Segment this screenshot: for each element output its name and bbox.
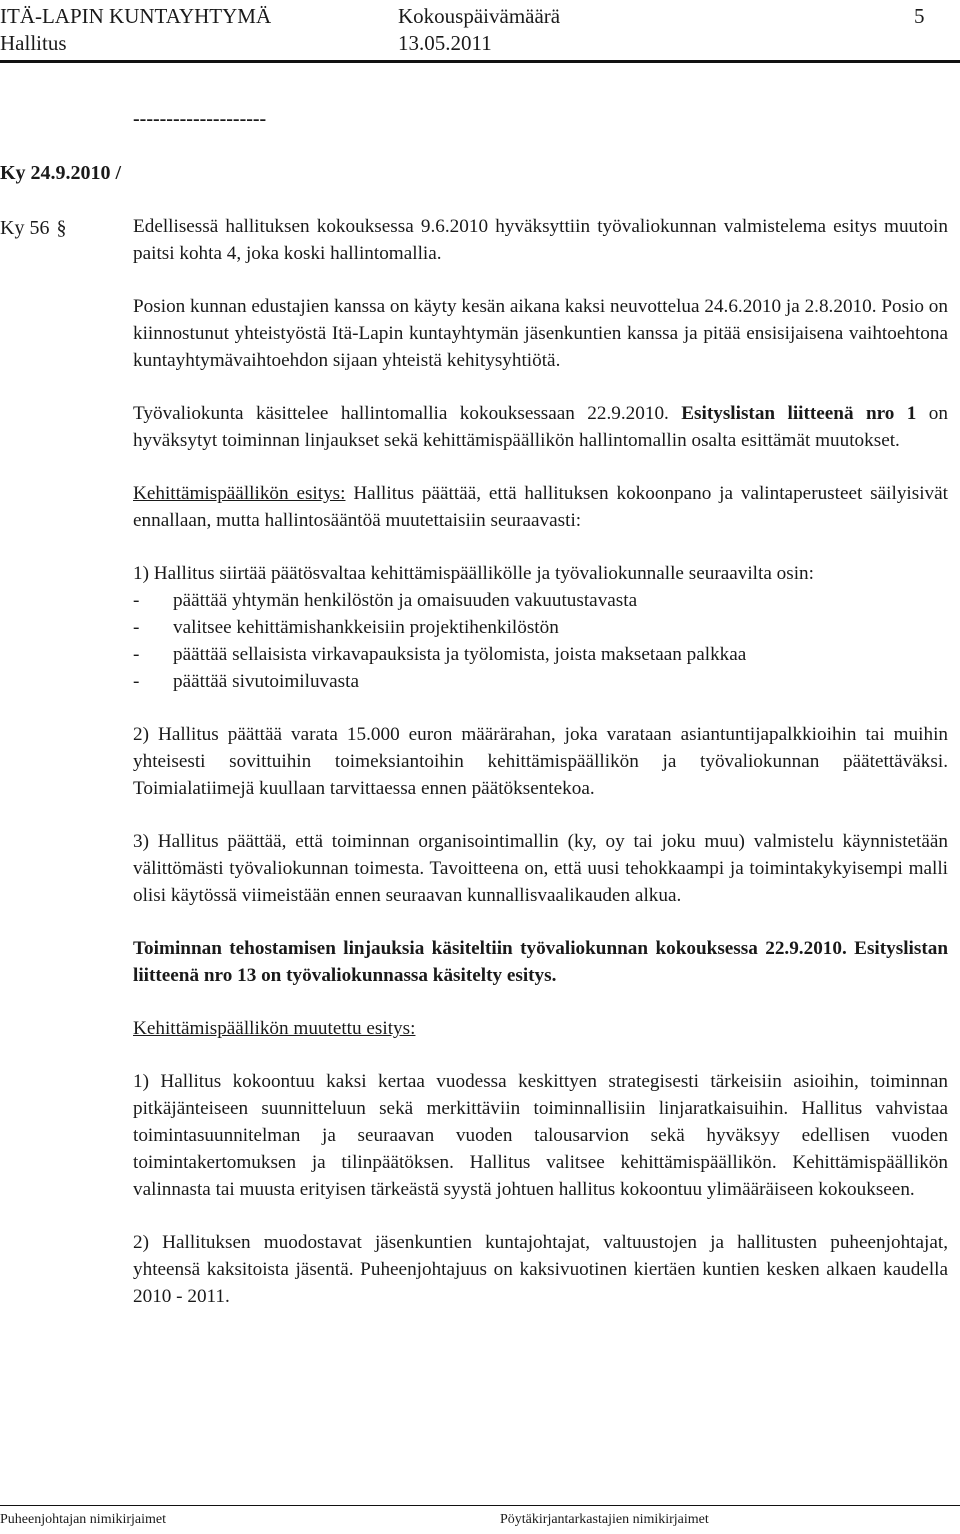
item-3: 3) Hallitus päättää, että toiminnan organisointimallin (ky, oy tai joku muu) valmistelu käynnistetään välittömästi työvaliokunnan toimesta. Tavoitteena on, että uusi tehokkaampi ja toimintakykyisempi malli olisi käytössä viimeistään ennen seuraavan kunnallisvaalikauden alkua.: [133, 831, 948, 906]
separator-line: --------------------: [133, 108, 267, 130]
item-2: 2) Hallitus päättää varata 15.000 euron määrärahan, joka varataan asiantuntijapalkkioihin tai muihin yhteisesti sovittuihin toimeksiantoihin kehittämispäällikön ja työvaliokunnan päätettäväksi. Toimialatiimejä kuullaan tarvittaessa ennen päätöksentekoa.: [133, 724, 948, 799]
section-code: Ky 56: [0, 217, 50, 239]
previous-reference: Ky 24.9.2010 /: [0, 162, 122, 184]
proposal-paragraph: Kehittämispäällikön esitys: Hallitus päättää, että hallituksen kokoonpano ja valintaperusteet säilyisivät ennallaan, mutta hallintosääntöä muutettaisiin seuraavasti:: [133, 483, 948, 531]
item-1-intro: 1) Hallitus siirtää päätösvaltaa kehittämispäällikölle ja työvaliokunnalle seuraavilta osin:: [133, 563, 814, 584]
modified-item-1: 1) Hallitus kokoontuu kaksi kertaa vuodessa keskittyen strategisesti tärkeisiin asioihin, toiminnan pitkäjänteiseen suunnitteluun sekä merkittäviin toiminnallisiin linjaratkaisuihin. Hallitus vahvistaa toimintasuunnitelman ja seuraavan vuoden talousarvion sekä hyväksyy edellisen vuoden toimintakertomuksen ja tilinpäätöksen. Hallitus valitsee kehittämispäällikön. Kehittämispäällikön valinnasta tai muusta erityisen tärkeästä syystä johtuen hallitus kokoontuu ylimääräiseen kokoukseen.: [133, 1071, 948, 1200]
item-1-list: [133, 587, 948, 695]
footer-rule: [0, 1505, 960, 1506]
meeting-date: 13.05.2011: [398, 31, 492, 55]
modified-proposal-label: Kehittämispäällikön muutettu esitys:: [133, 1018, 416, 1039]
section-symbol: §: [56, 217, 67, 239]
section-label: [0, 217, 66, 240]
header-rule: [0, 60, 960, 63]
modified-item-2: 2) Hallituksen muodostavat jäsenkuntien kuntajohtajat, valtuustojen ja hallitusten puheenjohtajat, yhteensä kaksitoista jäsentä. Puheenjohtajuus on kaksivuotinen kiertäen kuntien kesken alkaen kaudella 2010 - 2011.: [133, 1232, 948, 1307]
body-name: Hallitus: [0, 31, 67, 55]
list-item: - päättää sivutoimiluvasta: [133, 671, 359, 692]
page-number: 5: [914, 4, 925, 28]
bold-paragraph: Toiminnan tehostamisen linjauksia käsiteltiin työvaliokunnan kokouksessa 22.9.2010. Esityslistan liitteenä nro 13 on työvaliokunnassa käsitelty esitys.: [133, 938, 948, 986]
footer-chair-initials: Puheenjohtajan nimikirjaimet: [0, 1512, 167, 1527]
document-body: [133, 213, 948, 1336]
paragraph-3: Työvaliokunta käsittelee hallintomallia kokouksessaan 22.9.2010. Esityslistan liitteenä nro 1 on hyväksytyt toiminnan linjaukset sekä kehittämispäällikön hallintomallin osalta esittämät muutokset.: [133, 403, 948, 451]
org-name: ITÄ-LAPIN KUNTAYHTYMÄ: [0, 4, 272, 28]
list-item: - valitsee kehittämishankkeisiin projektihenkilöstön: [133, 617, 559, 638]
attachment-ref-1: Esityslistan liitteenä nro 1: [681, 403, 917, 424]
footer-reviewer-initials: Pöytäkirjantarkastajien nimikirjaimet: [500, 1512, 709, 1527]
list-item: - päättää yhtymän henkilöstön ja omaisuuden vakuutustavasta: [133, 590, 638, 611]
page-header: [0, 0, 960, 60]
list-item: - päättää sellaisista virkavapauksista ja työlomista, joista maksetaan palkkaa: [133, 644, 747, 665]
proposal-label: Kehittämispäällikön esitys:: [133, 483, 346, 504]
paragraph-2: Posion kunnan edustajien kanssa on käyty kesän aikana kaksi neuvottelua 24.6.2010 ja 2.8.2010. Posio on kiinnostunut yhteistyöstä Itä-Lapin kuntayhtymän jäsenkuntien kanssa ja pitää ensisijaisena vaihtoehtona kuntayhtymävaihtoehdon sijaan yhteistä kehitysyhtiötä.: [133, 296, 948, 371]
date-label: Kokouspäivämäärä: [398, 4, 561, 28]
paragraph-1: Edellisessä hallituksen kokouksessa 9.6.2010 hyväksyttiin työvaliokunnan valmistelema esitys muutoin paitsi kohta 4, joka koski hallintomallia.: [133, 216, 948, 264]
